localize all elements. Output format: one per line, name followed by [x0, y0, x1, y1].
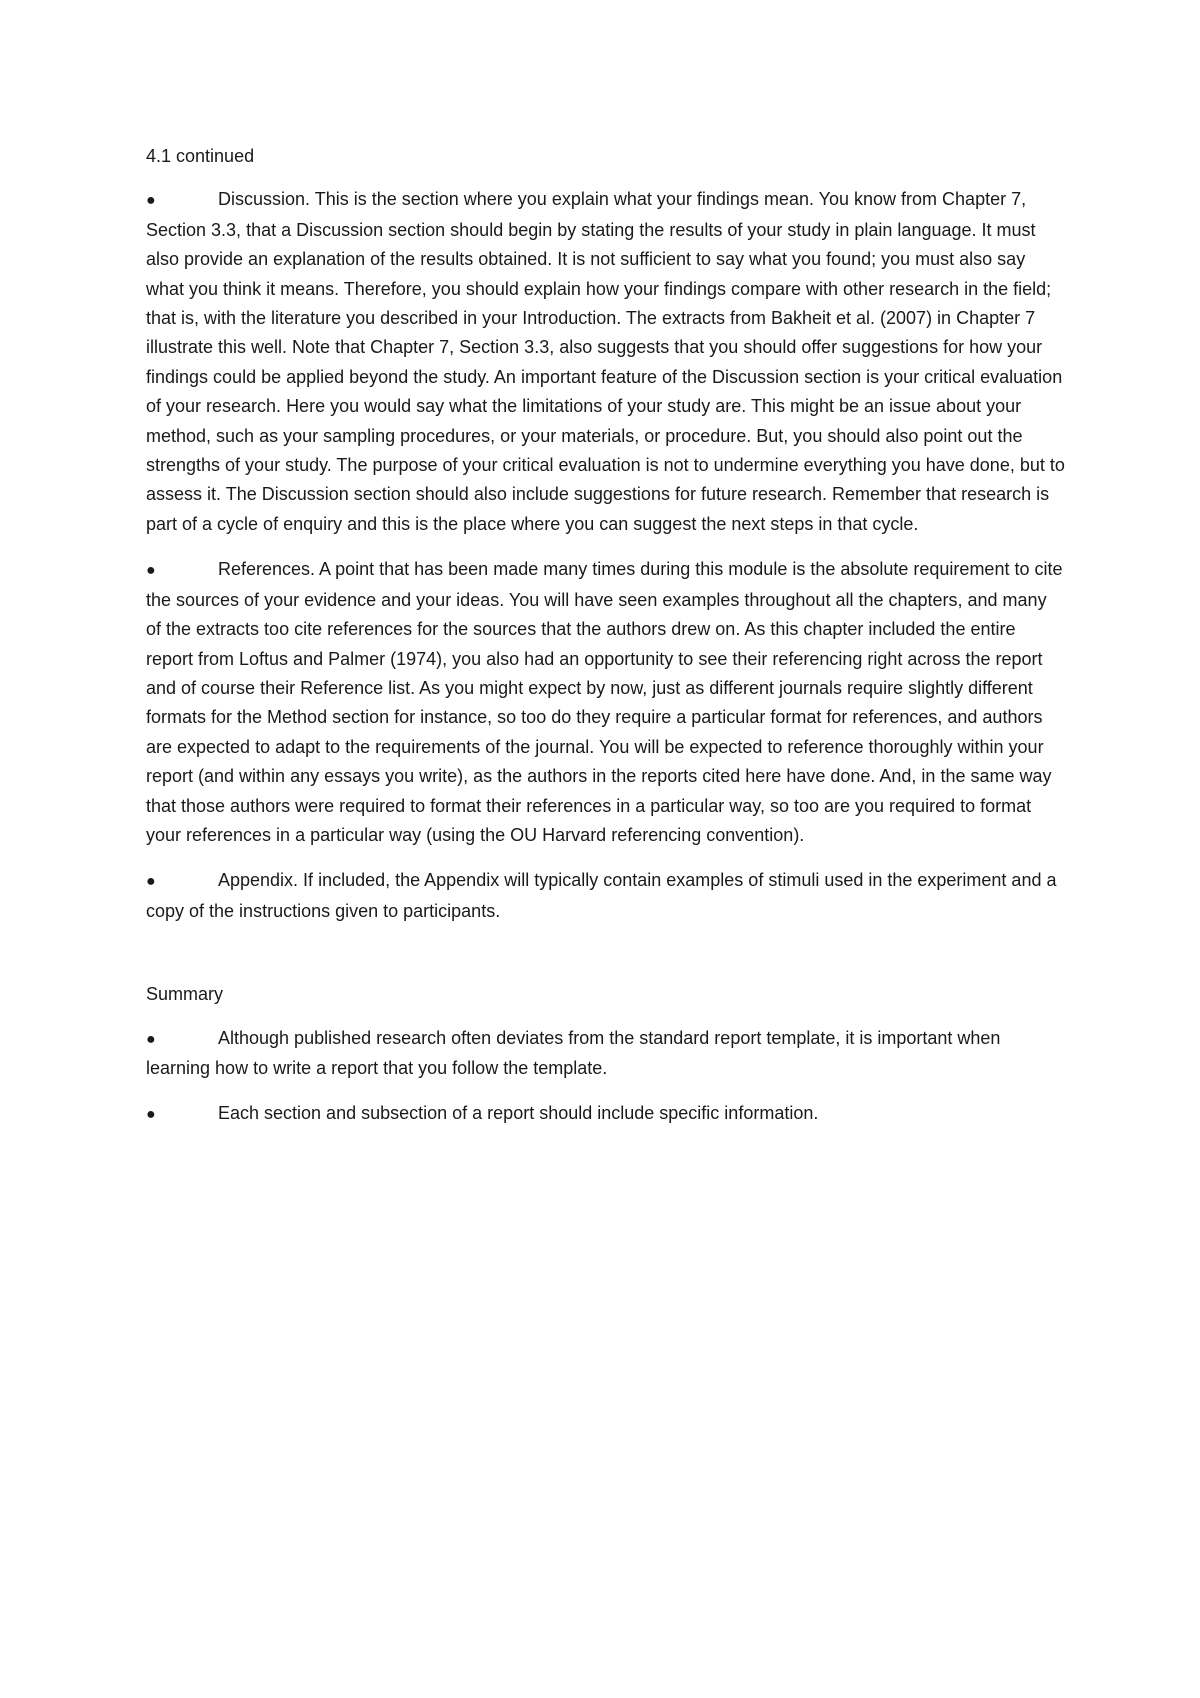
bullet-icon: ●	[146, 873, 156, 891]
bullet-text: Discussion. This is the section where you explain what your findings mean. You know from Chapter 7, Section 3.3, that a Discussion section should begin by stating the results of your study in plain language. It must also provide an explanation of the results obtained. It is not sufficient to say what you found; you must also say what you think it means. Therefore, you should explain how your findings compare with other research in the field; that is, with the literature you described in your Introduction. The extracts from Bakheit et al. (2007) in Chapter 7 illustrate this well. Note that Chapter 7, Section 3.3, also suggests that you should offer suggestions for how your findings could be applied beyond the study. An important feature of the Discussion section is your critical evaluation of your research. Here you would say what the limitations of your study are. This might be an issue about your method, such as your sampling procedures, or your materials, or procedure. But, you should also point out the strengths of your study. The purpose of your critical evaluation is not to undermine everything you have done, but to assess it. The Discussion section should also include suggestions for future research. Remember that research is part of a cycle of enquiry and this is the place where you can suggest the next steps in that cycle.	[146, 189, 1065, 534]
section-heading: 4.1 continued	[146, 146, 255, 166]
bullet-text: Although published research often deviates from the standard report template, it is important when learning how to write a report that you follow the template.	[146, 1027, 1001, 1078]
summary-heading: Summary	[146, 984, 224, 1005]
bullet-discussion	[146, 185, 1066, 539]
bullet-icon: ●	[146, 192, 156, 210]
bullet-text: References. A point that has been made many times during this module is the absolute requirement to cite the sources of your evidence and your ideas. You will have seen examples throughout all the chapters, and many of the extracts too cite references for the sources that the authors drew on. As this chapter included the entire report from Loftus and Palmer (1974), you also had an opportunity to see their referencing right across the report and of course their Reference list. As you might expect by now, just as different journals require slightly different formats for the Method section for instance, so too do they require a particular format for references, and authors are expected to adapt to the requirements of the journal. You will be expected to reference thoroughly within your report (and within any essays you write), as the authors in the reports cited here have done. And, in the same way that those authors were required to format their references in a particular way, so too are you required to format your references in a particular way (using the OU Harvard referencing convention).	[146, 559, 1063, 845]
bullet-icon: ●	[146, 1106, 156, 1124]
bullet-references	[146, 555, 1066, 850]
bullet-appendix	[146, 866, 1066, 926]
bullet-icon: ●	[146, 1030, 156, 1048]
bullet-text: Each section and subsection of a report should include specific information.	[218, 1103, 819, 1124]
bullet-text: Appendix. If included, the Appendix will typically contain examples of stimuli used in the experiment and a copy of the instructions given to participants.	[146, 870, 1057, 921]
bullet-icon: ●	[146, 562, 156, 580]
summary-bullet-sections	[146, 1099, 1066, 1129]
summary-bullet-template	[146, 1024, 1066, 1084]
document-page	[146, 142, 1066, 1146]
